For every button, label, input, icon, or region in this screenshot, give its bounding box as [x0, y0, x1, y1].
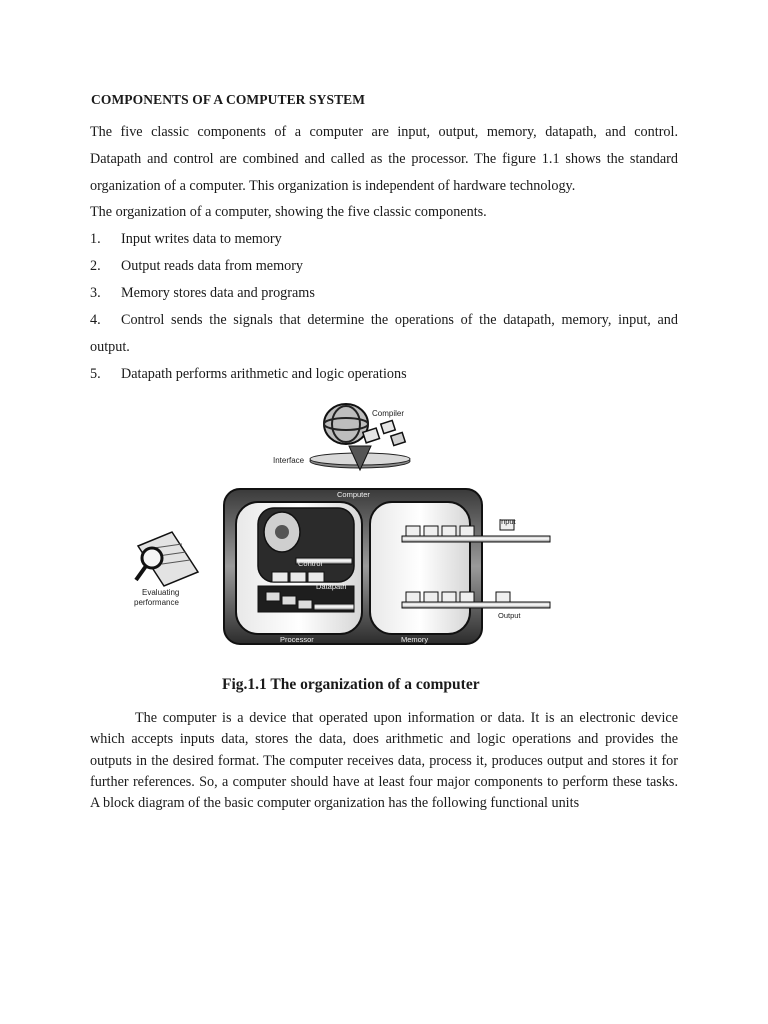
evaluating-performance-icon — [136, 532, 198, 586]
list-item-text: Output reads data from memory — [121, 258, 304, 274]
evaluating-label: Evaluating — [142, 588, 180, 597]
compiler-label: Compiler — [372, 409, 405, 418]
intro-line-4: The organization of a computer, showing the five classic components. — [90, 204, 487, 220]
intro-line-3: organization of a computer. This organization is independent of hardware technology. — [90, 178, 576, 194]
list-item-text: Datapath performs arithmetic and logic operations — [121, 366, 407, 382]
list-item-number: 1. — [90, 231, 101, 247]
intro-line-2: Datapath and control are combined and called as the processor. The figure 1.1 shows the standard — [90, 151, 678, 167]
input-label: Input — [499, 517, 516, 526]
processor-label: Processor — [280, 635, 314, 644]
body-paragraph: The computer is a device that operated upon information or data. It is an electronic device which accepts inputs data, stores the data, does arithmetic and logic operations and provides the outputs in the desired format. The computer receives data, process it, produces output and stores it for further references. So, a computer should have at least four major components to perform these tasks. A block diagram of the basic computer organization has the following functional units — [90, 710, 678, 812]
memory-label: Memory — [401, 635, 429, 644]
list-item-continuation: output. — [90, 339, 130, 355]
list-item-text: Control sends the signals that determine the operations of the datapath, memory, input, and — [121, 312, 678, 328]
intro-line-1: The five classic components of a computer are input, output, memory, datapath, and control. — [90, 124, 678, 140]
list-item-number: 3. — [90, 285, 101, 301]
list-item-number: 4. — [90, 312, 101, 328]
computer-label: Computer — [337, 490, 370, 499]
control-label: Control — [298, 559, 323, 568]
datapath-label: Datapath — [316, 582, 347, 591]
performance-label: performance — [134, 598, 179, 607]
section-heading: COMPONENTS OF A COMPUTER SYSTEM — [91, 92, 366, 107]
list-item-text: Memory stores data and programs — [121, 285, 315, 301]
interface-label: Interface — [273, 456, 305, 465]
memory-panel — [370, 502, 470, 634]
figure-caption: Fig.1.1 The organization of a computer — [222, 676, 480, 693]
output-label: Output — [498, 611, 521, 620]
computer-organization-figure — [120, 396, 552, 658]
list-item-number: 5. — [90, 366, 101, 382]
list-item-number: 2. — [90, 258, 101, 274]
list-item-text: Input writes data to memory — [121, 231, 282, 247]
